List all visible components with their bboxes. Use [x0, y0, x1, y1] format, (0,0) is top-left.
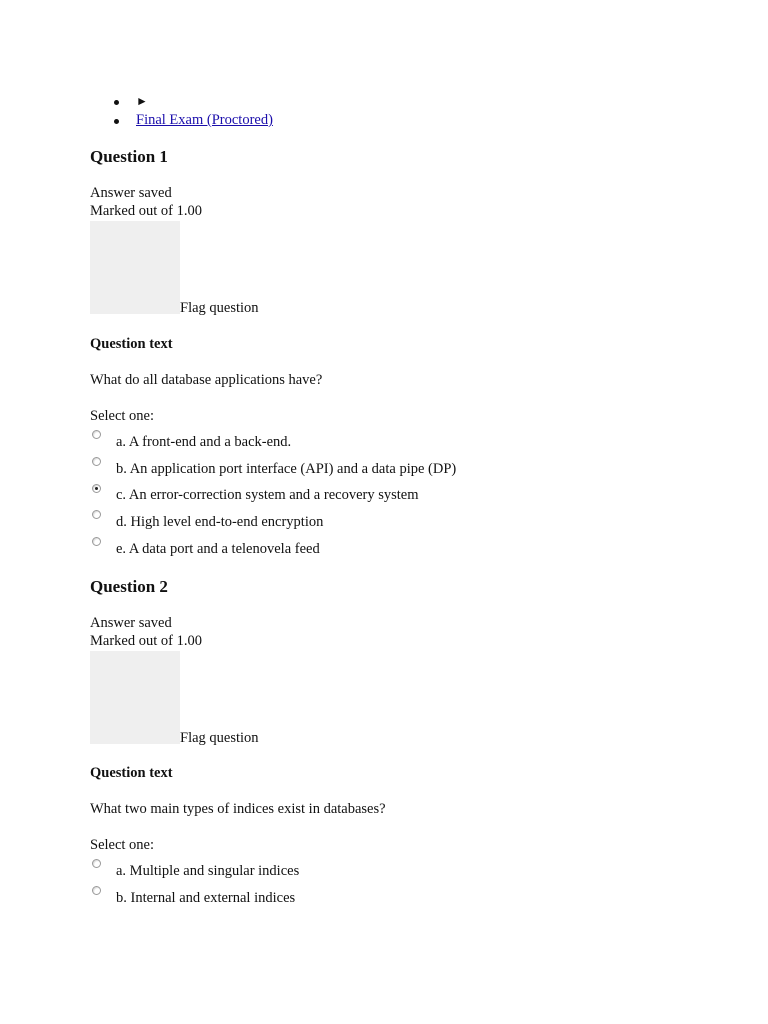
- flag-image-placeholder: [90, 221, 180, 314]
- q2-option-a-label[interactable]: a. Multiple and singular indices: [116, 863, 300, 879]
- q1-option-d-label[interactable]: d. High level end-to-end encryption: [116, 514, 324, 530]
- question-1-marks: Marked out of 1.00: [90, 203, 202, 219]
- question-2-select-prompt: Select one:: [90, 837, 155, 853]
- q2-option-b-radio[interactable]: [92, 886, 101, 895]
- question-2-status: Answer saved: [90, 615, 172, 631]
- flag-image-placeholder: [90, 651, 180, 744]
- bullet-icon: [114, 119, 119, 124]
- question-2-flag-button[interactable]: Flag question: [180, 730, 259, 746]
- q2-option-a-radio[interactable]: [92, 859, 101, 868]
- q1-option-c-radio[interactable]: [92, 484, 101, 493]
- bullet-icon: [114, 100, 119, 105]
- breadcrumb-item-final-exam: [112, 111, 273, 130]
- q1-option-e-radio[interactable]: [92, 537, 101, 546]
- question-1-status: Answer saved: [90, 185, 172, 201]
- q1-option-a-radio[interactable]: [92, 430, 101, 439]
- question-1-select-prompt: Select one:: [90, 408, 155, 424]
- question-1-text: What do all database applications have?: [90, 372, 323, 388]
- breadcrumb: [112, 92, 273, 130]
- q1-option-a-label[interactable]: a. A front-end and a back-end.: [116, 434, 292, 450]
- question-1-text-heading: Question text: [90, 336, 173, 352]
- question-2-marks: Marked out of 1.00: [90, 633, 202, 649]
- final-exam-link[interactable]: Final Exam (Proctored): [136, 112, 273, 128]
- q2-option-b-label[interactable]: b. Internal and external indices: [116, 890, 296, 906]
- breadcrumb-item-arrow: [112, 92, 273, 111]
- question-1-title: Question 1: [90, 147, 168, 166]
- question-2-text-heading: Question text: [90, 765, 173, 781]
- q1-option-e-label[interactable]: e. A data port and a telenovela feed: [116, 541, 320, 557]
- q1-option-b-radio[interactable]: [92, 457, 101, 466]
- q1-option-b-label[interactable]: b. An application port interface (API) and a data pipe (DP): [116, 461, 457, 477]
- question-2-text: What two main types of indices exist in databases?: [90, 801, 386, 817]
- q1-option-d-radio[interactable]: [92, 510, 101, 519]
- question-2-title: Question 2: [90, 577, 168, 596]
- q1-option-c-label[interactable]: c. An error-correction system and a recovery system: [116, 487, 419, 503]
- question-1-flag-button[interactable]: Flag question: [180, 300, 259, 316]
- play-arrow-icon: ►: [136, 94, 148, 108]
